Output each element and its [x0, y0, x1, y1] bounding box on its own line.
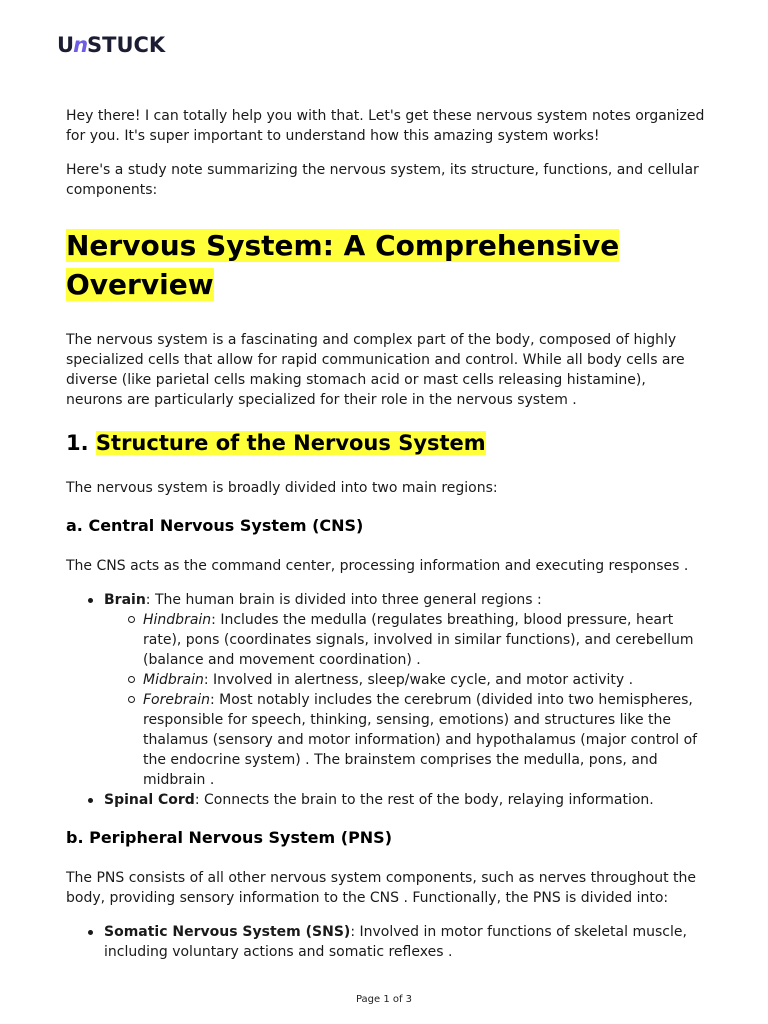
list-item-midbrain — [104, 670, 706, 690]
document-title — [66, 226, 706, 304]
brain-text: : The human brain is divided into three general regions : — [145, 592, 542, 608]
section-1-title: Structure of the Nervous System — [95, 431, 486, 455]
pns-paragraph: The PNS consists of all other nervous system components, such as nerves throughout the body, providing sensory information to the CNS . Functionally, the PNS is divided into: — [66, 870, 697, 906]
list-item-brain — [66, 590, 706, 790]
brain-regions-list — [104, 610, 706, 790]
midbrain-label: Midbrain — [143, 672, 204, 688]
section-1-heading — [66, 428, 706, 458]
hindbrain-label: Hindbrain — [143, 612, 212, 628]
brain-label: Brain — [104, 592, 146, 608]
pns-list — [66, 922, 706, 962]
regions-paragraph: The nervous system is broadly divided into two main regions: — [66, 480, 498, 496]
list-item-forebrain — [104, 690, 706, 790]
page-footer: Page 1 of 3 — [355, 994, 413, 1005]
list-item-spinal-cord — [66, 790, 706, 810]
logo-text-stuck: STUCK — [87, 33, 166, 57]
pns-heading: b. Peripheral Nervous System (PNS) — [66, 828, 393, 847]
spinal-cord-text: : Connects the brain to the rest of the body, relaying information. — [194, 792, 654, 808]
intro-paragraph-1: Hey there! I can totally help you with that. Let's get these nervous system notes organized for you. It's super important to understand how this amazing system works! — [66, 108, 705, 144]
spinal-cord-label: Spinal Cord — [104, 792, 195, 808]
section-1-number: 1. — [66, 431, 96, 455]
cns-list — [66, 590, 706, 810]
midbrain-text: : Involved in alertness, sleep/wake cycle, and motor activity . — [203, 672, 634, 688]
logo-text-u: U — [57, 33, 75, 57]
forebrain-text: : Most notably includes the cerebrum (divided into two hemispheres, responsible for speech, thinking, sensing, emotions) and structures like the thalamus (sensory and motor information) and hypothalamus (major control of the endocrine system) . The brainstem comprises the medulla, pons, and midbrain . — [143, 692, 698, 788]
sns-text: : Involved in motor functions of skeletal muscle, including voluntary actions and somatic reflexes . — [104, 924, 687, 960]
hindbrain-text: : Includes the medulla (regulates breathing, blood pressure, heart rate), pons (coordinates signals, involved in similar functions), and cerebellum (balance and movement coordination) . — [143, 612, 694, 668]
intro-paragraph-2: Here's a study note summarizing the nervous system, its structure, functions, and cellular components: — [66, 162, 699, 198]
logo-text-n: n — [73, 33, 89, 57]
cns-paragraph: The CNS acts as the command center, processing information and executing responses . — [66, 558, 689, 574]
list-item-sns — [66, 922, 706, 962]
unstuck-logo — [57, 33, 165, 57]
overview-paragraph: The nervous system is a fascinating and complex part of the body, composed of highly specialized cells that allow for rapid communication and control. While all body cells are diverse (like parietal cells making stomach acid or mast cells releasing histamine), neurons are particularly specialized for their role in the nervous system . — [66, 332, 685, 408]
sns-label: Somatic Nervous System (SNS) — [104, 924, 351, 940]
list-item-hindbrain — [104, 610, 706, 670]
document-title-text: Nervous System: A Comprehensive Overview — [66, 229, 620, 301]
cns-heading: a. Central Nervous System (CNS) — [66, 516, 364, 535]
forebrain-label: Forebrain — [143, 692, 210, 708]
document-body — [66, 106, 706, 978]
